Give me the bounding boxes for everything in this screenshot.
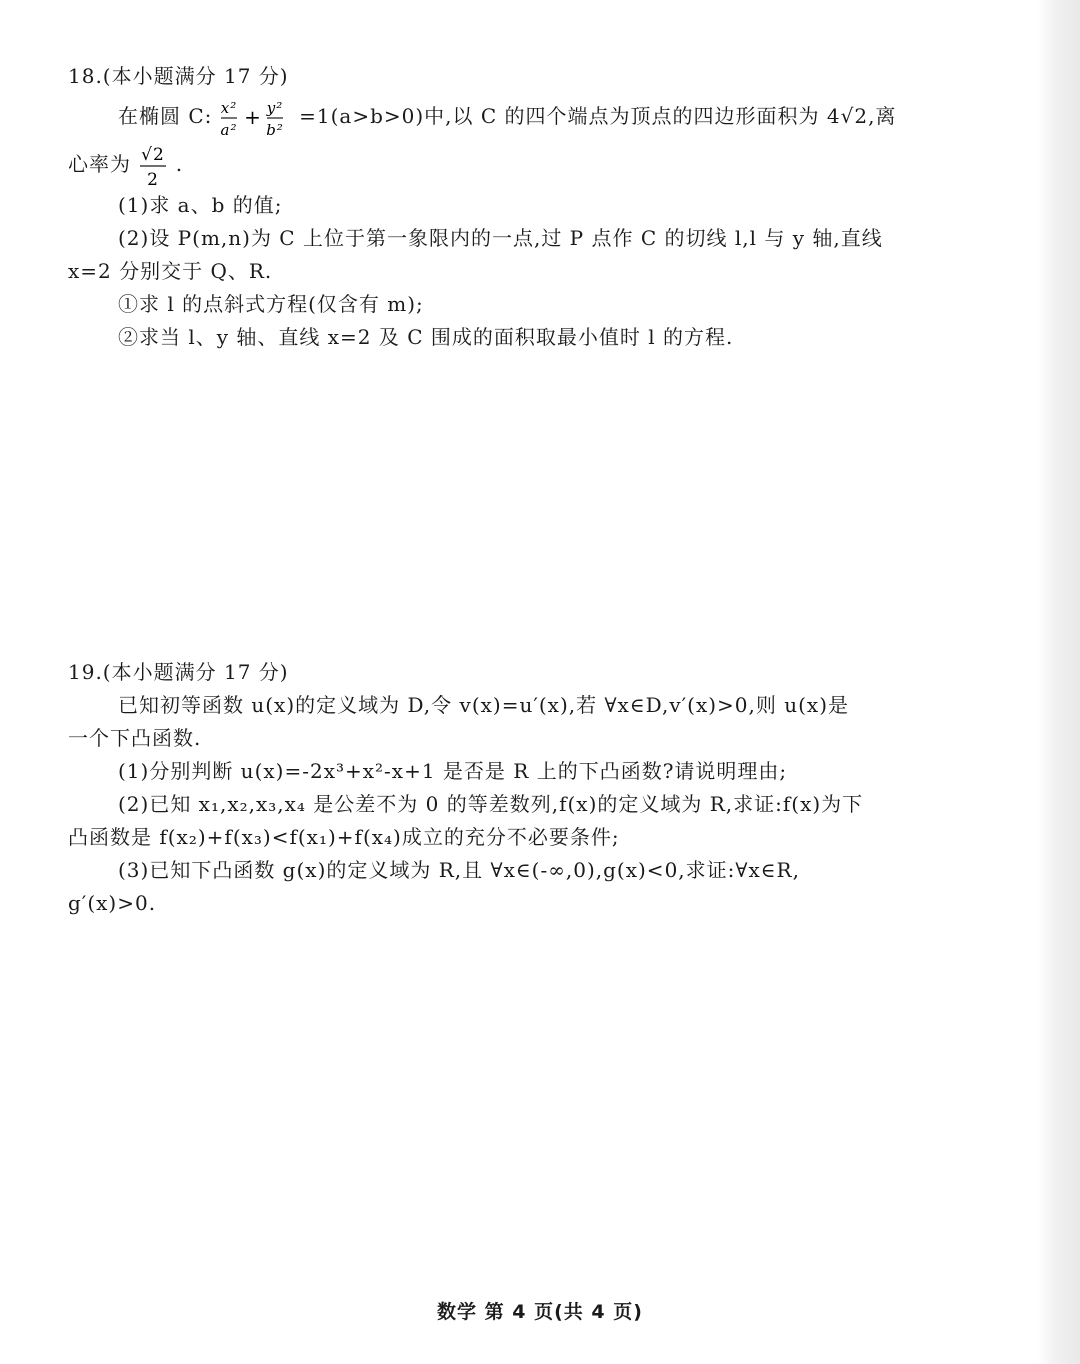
fraction-y2: y² — [266, 98, 284, 117]
problem-19-part2-line2: 凸函数是 f(x₂)+f(x₃)<f(x₁)+f(x₄)成立的充分不必要条件; — [68, 825, 620, 849]
page-footer: 数学 第 4 页(共 4 页) — [437, 1301, 643, 1323]
fraction-b2: b² — [265, 120, 284, 139]
fraction-x2: x² — [220, 98, 238, 117]
problem-18-part2-sub1: ①求 l 的点斜式方程(仅含有 m); — [118, 292, 424, 316]
problem-19 — [68, 656, 968, 920]
problem-19-part3-line2: g′(x)>0. — [68, 891, 157, 915]
eccentricity-fraction — [138, 141, 168, 189]
problem-19-part3-line1: (3)已知下凸函数 g(x)的定义域为 R,且 ∀x∈(-∞,0),g(x)<0,求证:∀x∈R, — [118, 858, 800, 882]
fraction-numerator: √2 — [141, 145, 166, 165]
problem-18 — [68, 60, 968, 354]
problem-18-part2-line2: x=2 分别交于 Q、R. — [68, 259, 273, 283]
page-edge-shadow — [1038, 0, 1080, 1364]
fraction-denominator: 2 — [147, 170, 160, 189]
problem-19-header: 19.(本小题满分 17 分) — [68, 660, 289, 684]
ellipse-equation-fractions — [220, 95, 292, 141]
problem-18-header: 18.(本小题满分 17 分) — [68, 64, 289, 88]
statement-prefix: 在椭圆 C: — [118, 104, 213, 128]
fraction-a2: a² — [220, 120, 238, 139]
eccentricity-period: . — [175, 151, 184, 176]
problem-18-part2-sub2: ②求当 l、y 轴、直线 x=2 及 C 围成的面积取最小值时 l 的方程. — [118, 325, 734, 349]
problem-19-part1: (1)分别判断 u(x)=-2x³+x²-x+1 是否是 R 上的下凸函数?请说明理由; — [118, 759, 788, 783]
statement-suffix: =1(a>b>0)中,以 C 的四个端点为顶点的四边形面积为 4√2,离 — [299, 104, 897, 128]
problem-18-statement-line1 — [118, 93, 968, 141]
problem-18-part1: (1)求 a、b 的值; — [118, 193, 283, 217]
problem-18-statement-line2 — [68, 141, 968, 190]
plus-sign: + — [243, 104, 262, 129]
problem-19-intro-line1: 已知初等函数 u(x)的定义域为 D,令 v(x)=u′(x),若 ∀x∈D,v′(x)>0,则 u(x)是 — [118, 693, 850, 717]
problem-19-intro-line2: 一个下凸函数. — [68, 726, 202, 750]
problem-19-part2-line1: (2)已知 x₁,x₂,x₃,x₄ 是公差不为 0 的等差数列,f(x)的定义域为 R,求证:f(x)为下 — [118, 792, 864, 816]
eccentricity-label: 心率为 — [68, 151, 131, 176]
problem-18-part2-line1: (2)设 P(m,n)为 C 上位于第一象限内的一点,过 P 点作 C 的切线 l,l 与 y 轴,直线 — [118, 226, 883, 250]
